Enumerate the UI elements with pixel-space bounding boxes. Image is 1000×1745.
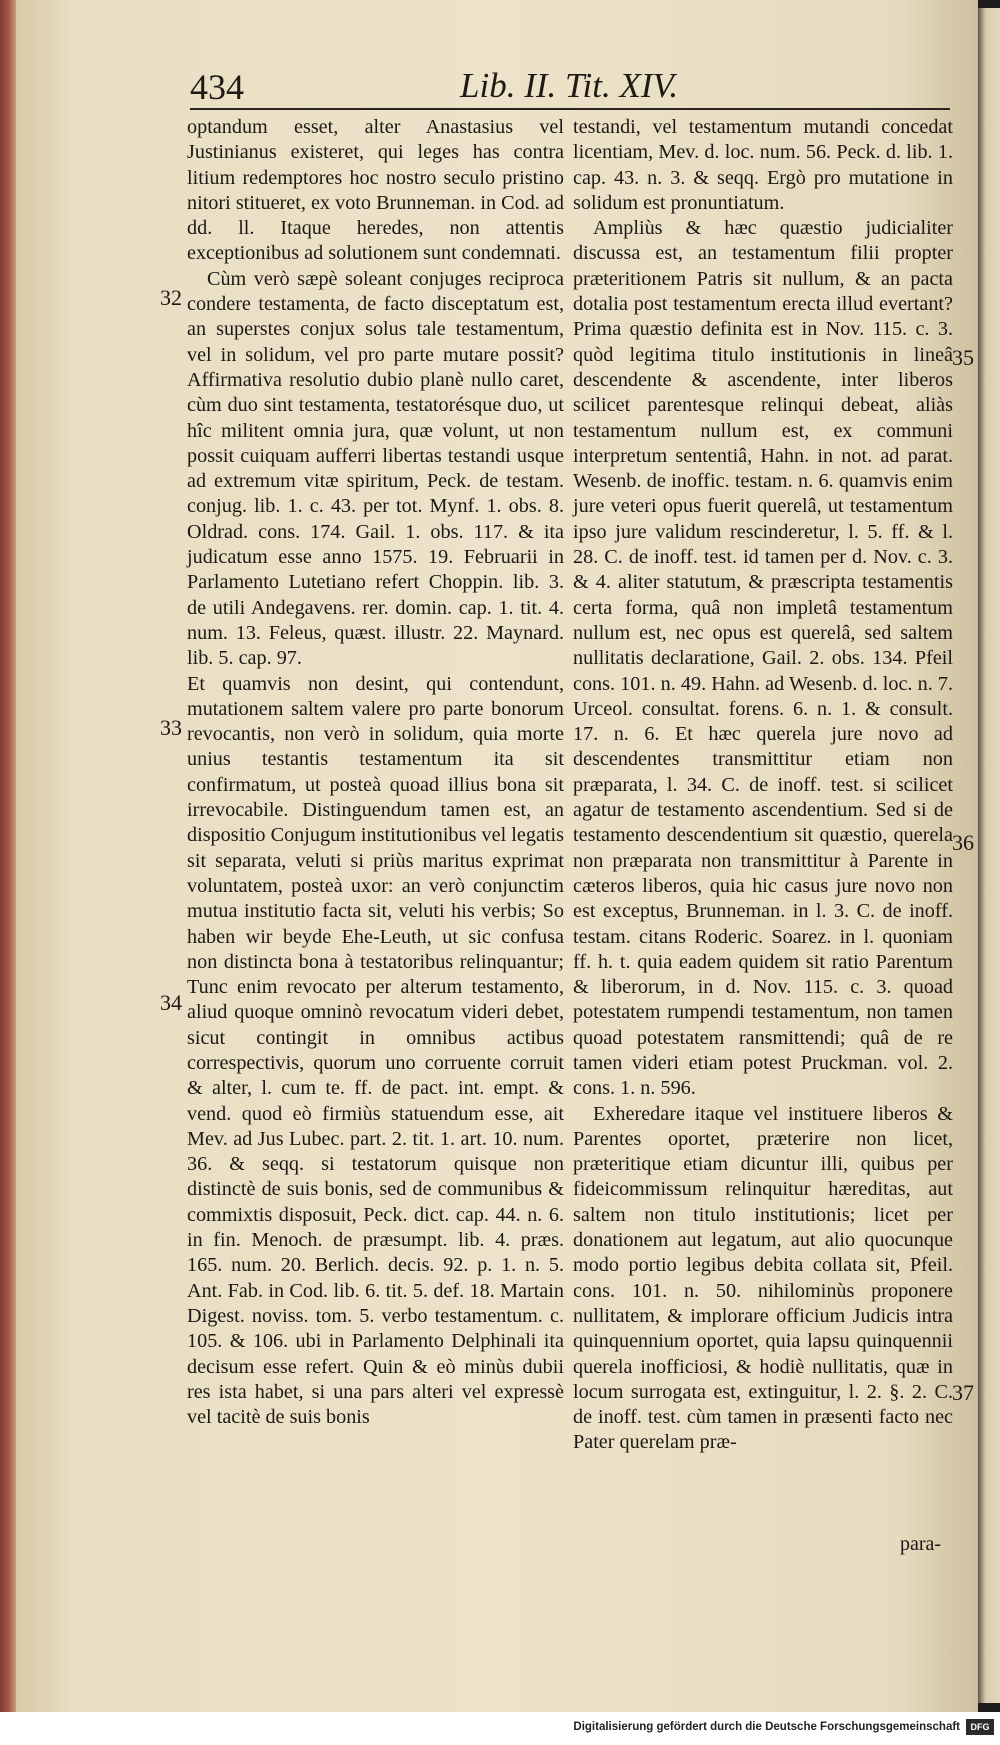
margin-number: 34 [160,990,182,1015]
book-edge [0,0,16,1745]
page-header [190,60,950,110]
left-column [187,115,564,1430]
paragraph: Cùm verò sæpè soleant conjuges reciproca condere testamenta, de facto disceptatum est, an superstes conjux solus tale testamentum, vel in solidum, vel pro parte mutare possit? Affirmativa resolutio dubio planè nullo caret, cùm duo sint testamenta, testatorésque duo, ut hîc militent omnia jura, quæ volunt, ut non possit cuiquam aufferri libertas testandi usque ad extremum vitæ spiritum, Peck. de testam. conjug. lib. 1. c. 43. per tot. Mynf. 1. obs. 8. Oldrad. cons. 174. Gail. 1. obs. 117. & ita judicatum esse anno 1575. 19. Februarii in Parlamento Lutetiano refert Choppin. lib. 3. de utili Andegavens. rer. domin. cap. 1. tit. 4. num. 13. Feleus, quæst. illustr. 22. Maynard. lib. 5. cap. 97. [187,267,564,670]
paragraph: Exheredare itaque vel instituere liberos & Parentes oportet, præterire non licet, præteritique etiam dicuntur illi, quibus per fideicommissum relinquitur hæreditas, aut saltem non titulo institutionis; licet per donationem aut legatum, aut alio quocunque modo portio legibus debita collata sit, Pfeil. cons. 101. n. 50. nihilominùs proponere nullitatem, & implorare officium Judicis intra quinquennium oportet, quia lapsu quinquennii querela inofficiosi, & hodiè nullitatis, quæ in locum surrogata est, extinguitur, l. 2. §. 2. C. de inoff. test. cùm tamen in præsenti facto nec Pater querelam præ- [573,1102,953,1454]
margin-number: 35 [952,345,974,370]
adjacent-page-edge [978,8,1000,1703]
paragraph: Et quamvis non desint, qui contendunt, mutationem saltem valere pro parte bonorum revocantis, non verò in solidum, quia morte unius testantis testamentum ita sit confirmatum, ut posteà quoad illius bona sit irrevocabile. Distinguendum tamen est, an dispositio Conjugum institutionibus vel legatis sit separata, veluti si priùs maritus exprimat voluntatem, posteà uxor: an verò conjunctim mutua institutio facta sit, veluti his verbis; So haben wir beyde Ehe-Leuth, ut sic confusa non distincta bona à testatoribus relinquantur; Tunc enim revocato per alterum testamento, aliud quoque omninò revocatum videri debet, sicut contingit in omnibus actibus correspectivis, quorum uno corruente corruit & alter, l. cum te. ff. de pact. int. empt. & vend. quod eò firmiùs statuendum esse, ait Mev. ad Jus Lubec. part. 2. tit. 1. art. 10. num. 36. & seqq. si testatorum quisque non distinctè de suis bonis, sed de communibus & commixtis disposuit, Peck. dict. cap. 44. n. 6. in fin. Menoch. de præsumpt. lib. 4. præs. 165. num. 20. Berlich. decis. 92. p. 1. n. 5. Ant. Fab. in Cod. lib. 6. tit. 5. def. 18. Martain Digest. noviss. tom. 5. verbo testamentum. c. 105. & 106. ubi in Parlamento Delphinali ita decisum esse refert. Quin & eò minùs dubii res ista habet, si una pars alteri vel expressè vel tacitè de suis bonis [187,672,564,1429]
right-column [573,115,953,1456]
paragraph: optandum esset, alter Anastasius vel Justinianus existeret, qui leges has contra litium redemptores hoc nostro seculo pristino nitori stitueret, ex voto Brunneman. in Cod. ad dd. ll. Itaque heredes, non attentis exceptionibus ad solutionem sunt condemnati. [187,116,564,265]
funding-credit: Digitalisierung gefördert durch die Deutsche Forschungsgemeinschaft [573,1721,960,1733]
paragraph: testandi, vel testamentum mutandi concedat licentiam, Mev. d. loc. num. 56. Peck. d. lib. 1. cap. 43. n. 3. & seqq. Ergò pro mutatione in solidum est pronuntiatum. [573,116,953,214]
catchword: para- [900,1533,942,1555]
margin-number: 32 [160,285,182,310]
digitization-footer [0,1712,1000,1745]
paragraph: Ampliùs & hæc quæstio judicialiter discussa est, an testamentum filii propter præteritionem Patris sit nullum, & an pacta dotalia post testamentum erecta illud evertant? Prima quæstio definita est in Nov. 115. c. 3. quòd legitima titulo institutionis in lineâ descendente & ascendente, inter liberos scilicet parentesque relinqui debeat, aliàs testamentum nullum est, ex communi interpretum sententiâ, Hahn. in not. ad parat. Wesenb. de inoffic. testam. n. 6. quamvis enim jure veteri opus fuerit querelâ, ut testamentum ipso jure validum rescinderetur, l. 5. ff. & l. 28. C. de inoff. test. id tamen per d. Nov. c. 3. & 4. aliter statutum, & præscripta testamentis certa forma, quâ non impletâ testamentum nullum est, nec opus est querelâ, sed saltem nullitatis declaratione, Gail. 2. obs. 134. Pfeil cons. 101. n. 49. Hahn. ad Wesenb. d. loc. n. 7. Urceol. consultat. forens. 6. n. 1. & consult. 17. n. 6. Et hæc querela jure novo ad descendentes transmittitur etiam non præparata, l. 34. C. de inoff. test. si scilicet agatur de testamento ascendentium. Sed si de testamento descendentium sit quæstio, querela non præparata non transmittitur à Parente in cæteros liberos, quia hic casus jure novo non est exceptus, Brunneman. in l. 3. C. de inoff. testam. citans Roderic. Soarez. in l. quoniam ff. h. t. quia eadem quidem sit ratio Parentum & liberorum, in d. Nov. 115. c. 3. quoad potestatem rumpendi testamentum, non tamen quoad potestatem ransmittendi; quâ de re tamen videri etiam potest Pruckman. vol. 2. cons. 1. n. 596. [573,217,953,1100]
page-number: 434 [190,67,244,107]
margin-number: 37 [952,1380,974,1405]
running-title: Lib. II. Tit. XIV. [460,66,679,105]
header-rule [190,108,950,110]
dfg-logo-icon: DFG [966,1719,994,1735]
margin-number: 33 [160,715,182,740]
margin-number: 36 [952,830,974,855]
